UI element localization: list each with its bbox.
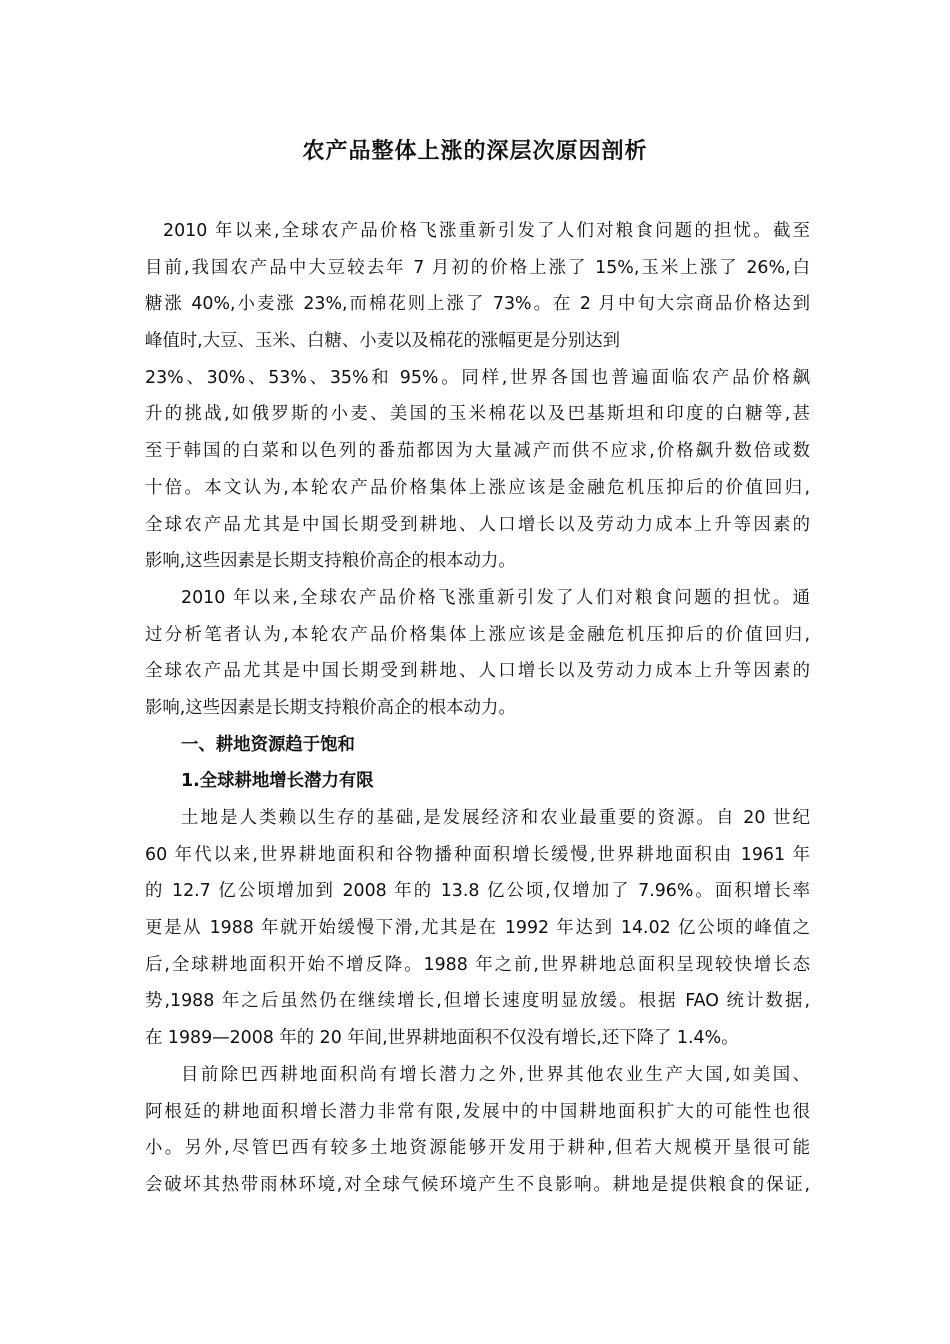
text-line: 2010 年以来,全球农产品价格飞涨重新引发了人们对粮食问题的担忧。通 — [181, 587, 810, 608]
text-line: 目前除巴西耕地面积尚有增长潜力之外,世界其他农业生产大国,如美国、 — [181, 1064, 810, 1085]
subsection-heading: 1.全球耕地增长潜力有限 — [181, 771, 374, 792]
text-line: 60 年代以来,世界耕地面积和谷物播种面积增长缓慢,世界耕地面积由 1961 年 — [145, 844, 810, 865]
text-line: 目前,我国农产品中大豆较去年 7 月初的价格上涨了 15%,玉米上涨了 26%,白 — [145, 257, 810, 278]
text-line: 至于韩国的白菜和以色列的番茄都因为大量减产而供不应求,价格飙升数倍或数 — [145, 441, 810, 462]
section-heading: 一、耕地资源趋于饱和 — [181, 734, 355, 755]
text-line: 在 1989—2008 年的 20 年间,世界耕地面积不仅没有增长,还下降了 1.4%。 — [145, 1028, 739, 1049]
text-line: 影响,这些因素是长期支持粮价高企的根本动力。 — [145, 551, 516, 572]
text-line: 小。另外,尽管巴西有较多土地资源能够开发用于耕种,但若大规模开垦很可能 — [145, 1138, 810, 1159]
text-line: 23%、30%、53%、35%和 95%。同样,世界各国也普遍面临农产品价格飙 — [145, 367, 810, 388]
text-line: 影响,这些因素是长期支持粮价高企的根本动力。 — [145, 697, 516, 718]
text-line: 全球农产品尤其是中国长期受到耕地、人口增长以及劳动力成本上升等因素的 — [145, 661, 810, 682]
text-line: 全球农产品尤其是中国长期受到耕地、人口增长以及劳动力成本上升等因素的 — [145, 514, 810, 535]
text-line: 后,全球耕地面积开始不增反降。1988 年之前,世界耕地总面积呈现较快增长态 — [145, 954, 810, 975]
text-line: 阿根廷的耕地面积增长潜力非常有限,发展中的中国耕地面积扩大的可能性也很 — [145, 1101, 810, 1122]
text-line: 峰值时,大豆、玉米、白糖、小麦以及棉花的涨幅更是分别达到 — [145, 331, 621, 352]
text-line: 的 12.7 亿公顷增加到 2008 年的 13.8 亿公顷,仅增加了 7.96%。面积增长率 — [145, 881, 810, 902]
text-line: 2010 年以来,全球农产品价格飞涨重新引发了人们对粮食问题的担忧。截至 — [163, 221, 810, 241]
text-line: 更是从 1988 年就开始缓慢下滑,尤其是在 1992 年达到 14.02 亿公顷的峰值之 — [145, 918, 810, 939]
text-line: 会破坏其热带雨林环境,对全球气候环境产生不良影响。耕地是提供粮食的保证, — [145, 1174, 810, 1195]
document-body — [145, 213, 810, 1204]
text-line: 糖涨 40%,小麦涨 23%,而棉花则上涨了 73%。在 2 月中旬大宗商品价格达到 — [145, 294, 810, 315]
text-line: 势,1988 年之后虽然仍在继续增长,但增长速度明显放缓。根据 FAO 统计数据, — [145, 991, 810, 1012]
text-line: 过分析笔者认为,本轮农产品价格集体上涨应该是金融危机压抑后的价值回归, — [145, 624, 810, 645]
text-line: 升的挑战,如俄罗斯的小麦、美国的玉米棉花以及巴基斯坦和印度的白糖等,甚 — [145, 404, 810, 425]
text-line: 土地是人类赖以生存的基础,是发展经济和农业最重要的资源。自 20 世纪 — [181, 808, 810, 828]
document-title: 农产品整体上涨的深层次原因剖析 — [302, 139, 648, 164]
text-line: 十倍。本文认为,本轮农产品价格集体上涨应该是金融危机压抑后的价值回归, — [145, 477, 810, 498]
